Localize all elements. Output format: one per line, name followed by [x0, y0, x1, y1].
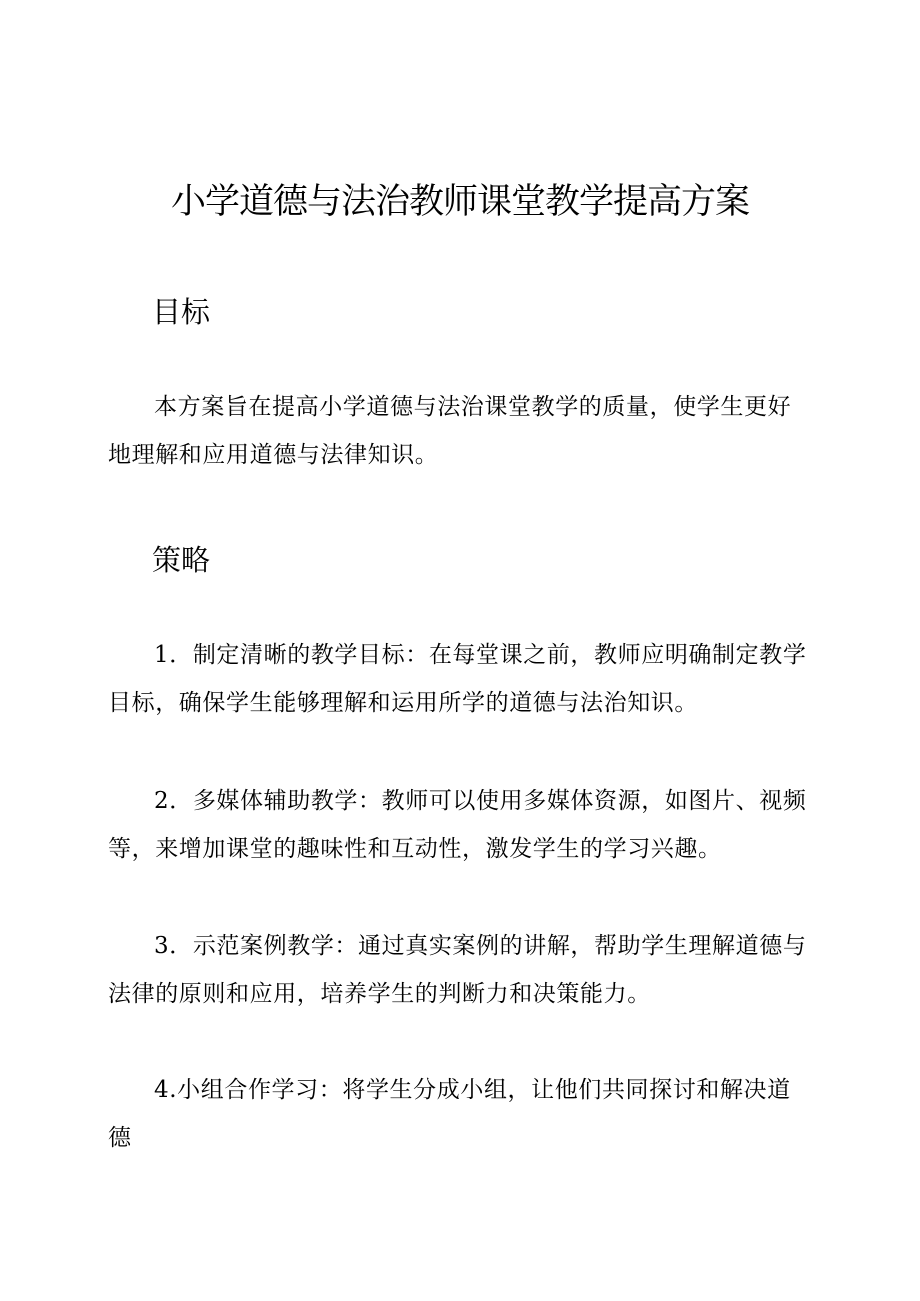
- section-heading-goal: 目标: [152, 295, 211, 329]
- goal-paragraph: 本方案旨在提高小学道德与法治课堂教学的质量，使学生更好地理解和应用道德与法律知识。: [108, 394, 792, 468]
- strategy-item-2: 2．多媒体辅助教学：教师可以使用多媒体资源，如图片、视频等，来增加课堂的趣味性和互动性，激发学生的学习兴趣。: [108, 788, 807, 862]
- strategy-item-3: 3．示范案例教学：通过真实案例的讲解，帮助学生理解道德与法律的原则和应用，培养学生的判断力和决策能力。: [108, 933, 807, 1007]
- strategy-item-4: 4.小组合作学习：将学生分成小组，让他们共同探讨和解决道德: [108, 1077, 791, 1151]
- section-heading-strategy: 策略: [152, 543, 211, 577]
- strategy-item-1: 1．制定清晰的教学目标：在每堂课之前，教师应明确制定教学目标，确保学生能够理解和运用所学的道德与法治知识。: [108, 642, 807, 716]
- document-title: 小学道德与法治教师课堂教学提高方案: [170, 182, 749, 222]
